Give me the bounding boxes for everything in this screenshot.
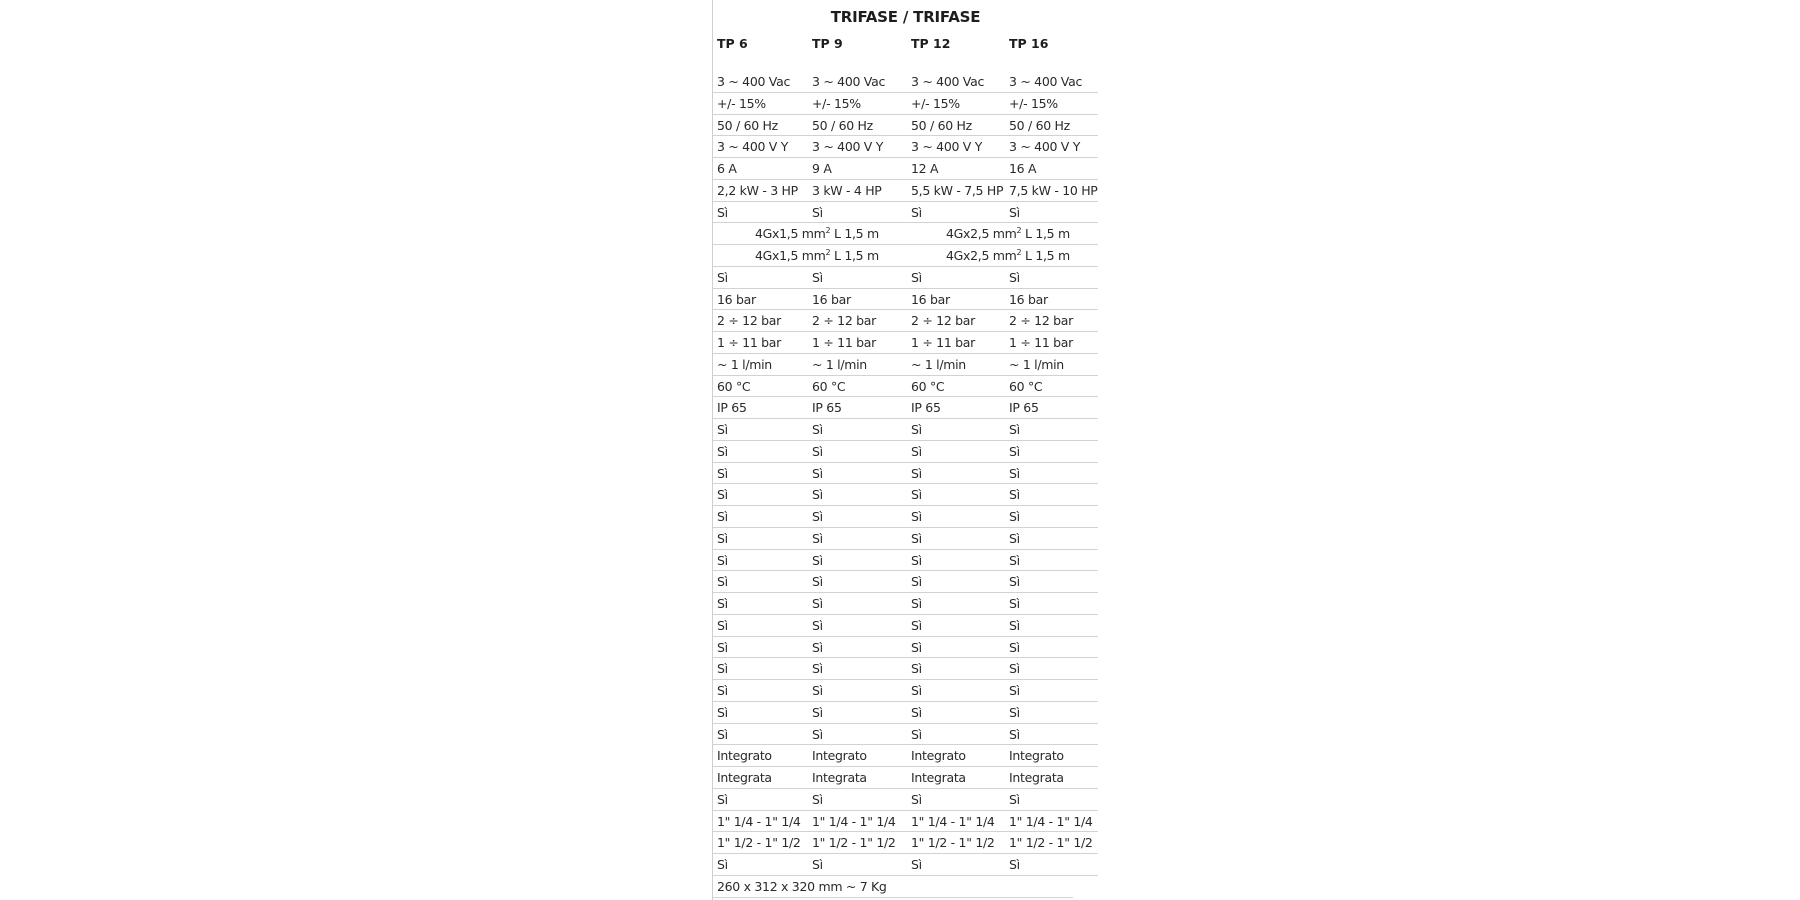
table-row: [713, 789, 1098, 811]
table-cell: Sì: [911, 443, 922, 459]
table-cell: +/- 15%: [812, 95, 861, 111]
table-cell: 1 ÷ 11 bar: [812, 335, 876, 350]
table-cell: 1" 1/2 - 1" 1/2: [911, 835, 995, 851]
spec-table: [712, 0, 1098, 900]
table-row: [713, 528, 1098, 550]
table-cell: Sì: [717, 683, 728, 698]
table-cell: 3 ~ 400 Vac: [1009, 74, 1083, 89]
table-cell: 3 ~ 400 V Y: [812, 139, 884, 155]
table-cell: Sì: [812, 487, 823, 503]
table-row: [713, 223, 1098, 245]
table-cell: 2 ÷ 12 bar: [717, 313, 781, 329]
table-row: [713, 680, 1098, 702]
table-cell: Sì: [717, 661, 728, 677]
table-cell: IP 65: [1009, 400, 1039, 416]
table-cell: Integrato: [911, 748, 966, 764]
table-cell: Sì: [717, 726, 728, 742]
table-cell: 5,5 kW - 7,5 HP: [911, 182, 1004, 198]
table-cell: 60 °C: [1009, 378, 1043, 394]
table-cell: 3 ~ 400 Vac: [717, 74, 791, 89]
cable-length: L 1,5 m: [830, 226, 879, 242]
table-cell: 50 / 60 Hz: [812, 117, 873, 133]
table-cell: Sì: [911, 422, 922, 437]
table-cell: Sì: [812, 726, 823, 742]
table-cell: ~ 1 l/min: [911, 356, 966, 372]
table-cell: Sì: [812, 704, 823, 720]
table-cell: Sì: [717, 857, 728, 872]
unit-exponent: 2: [1016, 248, 1022, 257]
table-cell: Sì: [717, 617, 728, 633]
table-row: [713, 289, 1098, 311]
table-row: [713, 180, 1098, 202]
table-cell: 3 ~ 400 V Y: [911, 139, 983, 155]
table-cell: Sì: [717, 639, 728, 655]
table-cell: Sì: [1009, 487, 1020, 503]
table-cell: 50 / 60 Hz: [1009, 117, 1070, 133]
table-cell: Sì: [1009, 683, 1020, 698]
table-cell: 16 bar: [1009, 291, 1048, 307]
table-cell: Sì: [911, 269, 922, 285]
table-cell: Sì: [911, 857, 922, 872]
table-cell: 12 A: [911, 161, 939, 176]
table-cell: 2 ÷ 12 bar: [1009, 313, 1073, 329]
table-cell-cable: [946, 226, 1070, 241]
table-cell: 16 bar: [717, 291, 756, 307]
table-cell: Sì: [1009, 791, 1020, 807]
table-cell-cable: [946, 248, 1070, 263]
table-row: [713, 811, 1098, 833]
table-cell: 60 °C: [812, 378, 846, 394]
column-header-tp9: TP 9: [812, 36, 843, 51]
table-cell: Sì: [1009, 465, 1020, 481]
table-cell: 16 bar: [812, 291, 851, 307]
table-cell: Sì: [911, 509, 922, 524]
table-cell: 1" 1/4 - 1" 1/4: [1009, 813, 1093, 829]
table-cell: Integrata: [812, 770, 867, 785]
table-cell: 6 A: [717, 161, 737, 176]
table-cell: Sì: [1009, 269, 1020, 285]
table-row: [713, 550, 1098, 572]
table-row: [713, 245, 1098, 267]
table-cell: 50 / 60 Hz: [717, 117, 778, 133]
table-header: [713, 36, 1098, 56]
table-cell: Sì: [911, 465, 922, 481]
table-cell: Integrato: [717, 748, 772, 764]
column-header-tp6: TP 6: [717, 36, 748, 51]
table-row: [713, 832, 1098, 854]
table-cell: Sì: [812, 574, 823, 590]
table-row: [713, 202, 1098, 224]
table-cell: 1 ÷ 11 bar: [911, 335, 975, 350]
table-cell: 50 / 60 Hz: [911, 117, 972, 133]
table-cell: +/- 15%: [717, 95, 766, 111]
table-cell: Sì: [812, 617, 823, 633]
cable-section: 4Gx2,5 mm: [946, 248, 1017, 263]
table-cell: Sì: [911, 617, 922, 633]
table-cell: Sì: [812, 269, 823, 285]
table-cell: Sì: [717, 422, 728, 437]
table-cell: ~ 1 l/min: [1009, 356, 1064, 372]
table-cell: Sì: [911, 661, 922, 677]
table-row: [713, 354, 1098, 376]
cable-length: L 1,5 m: [830, 248, 879, 263]
table-cell: Sì: [717, 269, 728, 285]
table-cell-cable: [755, 226, 879, 241]
table-cell: Sì: [812, 204, 823, 220]
table-cell: 1" 1/4 - 1" 1/4: [717, 813, 801, 829]
table-row: [713, 484, 1098, 506]
table-cell: Sì: [812, 443, 823, 459]
table-cell: Sì: [1009, 552, 1020, 568]
table-row: [713, 136, 1098, 158]
table-row: [713, 876, 1098, 898]
table-cell: Sì: [911, 639, 922, 655]
table-cell: Sì: [812, 530, 823, 546]
table-row: [713, 332, 1098, 354]
table-row: [713, 658, 1098, 680]
unit-exponent: 2: [1016, 226, 1022, 236]
table-cell: Sì: [717, 530, 728, 546]
column-header-tp16: TP 16: [1009, 36, 1049, 51]
cable-section: 4Gx1,5 mm: [755, 248, 826, 263]
table-cell: Sì: [1009, 443, 1020, 459]
table-cell: Sì: [717, 487, 728, 503]
table-cell: 60 °C: [717, 378, 751, 394]
table-title: TRIFASE / TRIFASE: [830, 8, 981, 26]
column-header-tp12: TP 12: [911, 36, 951, 51]
table-cell: ~ 1 l/min: [812, 356, 867, 372]
table-row: [713, 702, 1098, 724]
table-row: [713, 376, 1098, 398]
table-body: [713, 71, 1098, 898]
table-cell: Sì: [717, 465, 728, 481]
table-cell: 1" 1/4 - 1" 1/4: [911, 813, 995, 829]
table-cell: Sì: [812, 661, 823, 677]
table-cell: 1" 1/2 - 1" 1/2: [812, 835, 896, 851]
table-cell: +/- 15%: [911, 95, 960, 111]
table-row: [713, 71, 1098, 93]
table-row: [713, 397, 1098, 419]
cable-section: 4Gx1,5 mm: [755, 226, 826, 242]
table-cell: Sì: [812, 596, 823, 611]
table-row: [713, 115, 1098, 137]
table-cell: 2 ÷ 12 bar: [812, 313, 876, 329]
cable-length: L 1,5 m: [1021, 226, 1070, 242]
table-cell: Sì: [911, 530, 922, 546]
table-row: [713, 615, 1098, 637]
table-cell: Sì: [911, 552, 922, 568]
table-cell-dimensions: 260 x 312 x 320 mm ~ 7 Kg: [717, 878, 887, 894]
table-cell: Sì: [717, 704, 728, 720]
table-cell: 3 kW - 4 HP: [812, 182, 882, 198]
table-cell: Sì: [812, 639, 823, 655]
table-cell: 2 ÷ 12 bar: [911, 313, 975, 329]
table-row: [713, 93, 1098, 115]
table-row: [713, 637, 1098, 659]
table-cell: Sì: [812, 422, 823, 437]
table-row: [713, 267, 1098, 289]
table-row: [713, 854, 1098, 876]
unit-exponent: 2: [825, 248, 831, 257]
table-row: [713, 158, 1098, 180]
table-cell: Sì: [1009, 204, 1020, 220]
table-cell: Sì: [812, 683, 823, 698]
table-cell: 3 ~ 400 V Y: [717, 139, 789, 155]
table-cell: Integrata: [1009, 770, 1064, 785]
table-cell: Sì: [717, 509, 728, 524]
table-cell: Sì: [717, 596, 728, 611]
table-cell: Sì: [717, 443, 728, 459]
table-cell: 1" 1/2 - 1" 1/2: [717, 835, 801, 851]
table-cell: Sì: [911, 683, 922, 698]
table-cell: Sì: [1009, 617, 1020, 633]
table-cell: Sì: [1009, 661, 1020, 677]
table-cell: 1 ÷ 11 bar: [717, 335, 781, 350]
table-cell: +/- 15%: [1009, 95, 1058, 111]
table-cell: 2,2 kW - 3 HP: [717, 182, 798, 198]
table-cell: Sì: [1009, 857, 1020, 872]
table-row: [713, 593, 1098, 615]
table-cell: Integrata: [911, 770, 966, 785]
table-cell: Sì: [1009, 530, 1020, 546]
table-cell: Sì: [812, 857, 823, 872]
table-cell: IP 65: [717, 400, 747, 416]
table-cell: Sì: [911, 704, 922, 720]
table-cell: Sì: [911, 596, 922, 611]
table-row: [713, 441, 1098, 463]
table-cell: 3 ~ 400 Vac: [911, 74, 985, 89]
table-cell: Sì: [911, 204, 922, 220]
table-cell: Sì: [1009, 596, 1020, 611]
table-cell: 16 bar: [911, 291, 950, 307]
table-cell: 1 ÷ 11 bar: [1009, 335, 1073, 350]
table-cell: 3 ~ 400 Vac: [812, 74, 886, 89]
table-cell: 3 ~ 400 V Y: [1009, 139, 1081, 155]
table-cell: Sì: [1009, 509, 1020, 524]
table-cell: Integrato: [1009, 748, 1064, 764]
table-cell: Sì: [812, 791, 823, 807]
table-cell: IP 65: [812, 400, 842, 416]
table-cell: 1" 1/4 - 1" 1/4: [812, 813, 896, 829]
table-cell: ~ 1 l/min: [717, 356, 772, 372]
table-cell: Sì: [812, 465, 823, 481]
table-row: [713, 419, 1098, 441]
table-cell-cable: [755, 248, 879, 263]
table-cell: 7,5 kW - 10 HP: [1009, 182, 1098, 198]
table-cell: Sì: [717, 204, 728, 220]
table-cell: Sì: [717, 552, 728, 568]
table-row: [713, 463, 1098, 485]
table-row: [713, 310, 1098, 332]
unit-exponent: 2: [825, 226, 831, 236]
table-cell: Sì: [717, 791, 728, 807]
table-cell: 60 °C: [911, 378, 945, 394]
table-cell: 1" 1/2 - 1" 1/2: [1009, 835, 1093, 851]
table-row: [713, 745, 1098, 767]
table-cell: Sì: [812, 552, 823, 568]
table-cell: Sì: [717, 574, 728, 590]
table-cell: IP 65: [911, 400, 941, 416]
table-cell: Sì: [911, 726, 922, 742]
table-row: [713, 571, 1098, 593]
table-cell: Sì: [1009, 639, 1020, 655]
table-cell: Sì: [1009, 726, 1020, 742]
table-cell: Sì: [1009, 422, 1020, 437]
table-cell: Sì: [911, 791, 922, 807]
table-cell: Sì: [812, 509, 823, 524]
table-cell: Sì: [911, 487, 922, 503]
table-cell: Integrato: [812, 748, 867, 764]
table-cell: Integrata: [717, 770, 772, 785]
table-row: [713, 506, 1098, 528]
table-cell: Sì: [1009, 574, 1020, 590]
table-cell: Sì: [911, 574, 922, 590]
cable-section: 4Gx2,5 mm: [946, 226, 1017, 242]
cable-length: L 1,5 m: [1021, 248, 1070, 263]
table-cell: 9 A: [812, 161, 832, 176]
table-cell: 16 A: [1009, 161, 1037, 176]
table-cell: Sì: [1009, 704, 1020, 720]
table-row: [713, 724, 1098, 746]
table-row: [713, 767, 1098, 789]
